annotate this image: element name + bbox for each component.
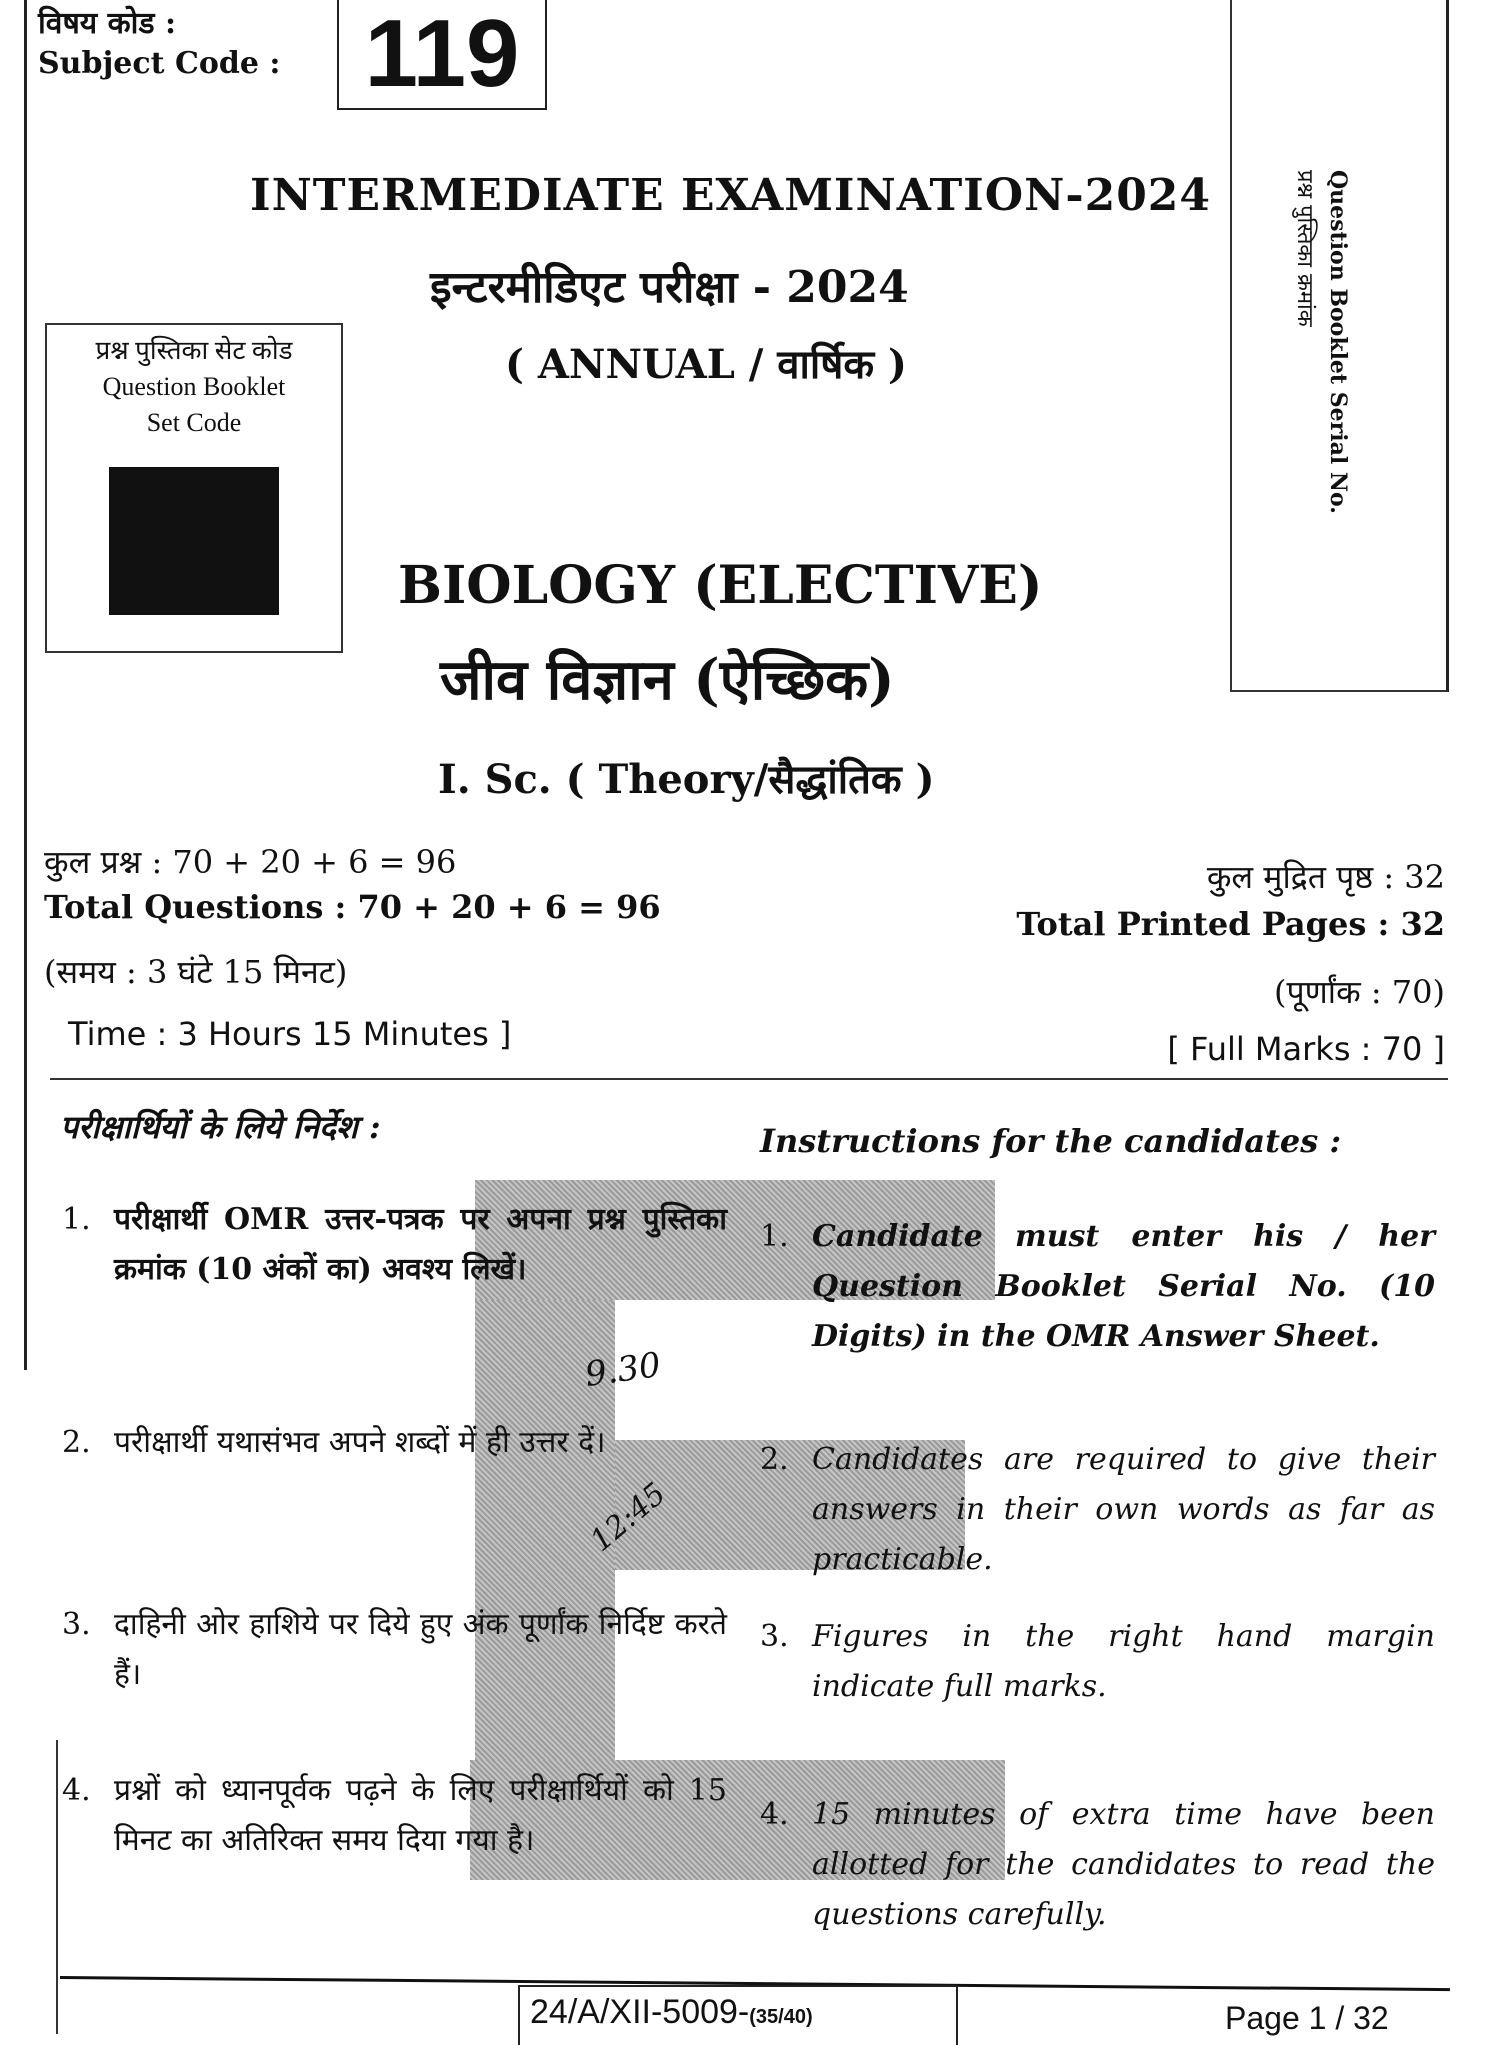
footer-code <box>518 1985 958 2045</box>
exam-title-en: INTERMEDIATE EXAMINATION-2024 <box>250 170 1212 221</box>
full-marks-en: [ Full Marks : 70 ] <box>1167 1030 1445 1068</box>
instruction-en-3 <box>760 1612 1435 1712</box>
total-pages-en: Total Printed Pages : 32 <box>1016 905 1445 943</box>
exam-title-hi: इन्टरमीडिएट परीक्षा - 2024 <box>430 262 909 313</box>
instruction-hi-2 <box>62 1418 727 1468</box>
set-code-box <box>45 323 343 653</box>
instructions-heading-en: Instructions for the candidates : <box>760 1122 1342 1160</box>
instruction-number: 4. <box>62 1773 91 1808</box>
instruction-text: प्रश्नों को ध्यानपूर्वक पढ़ने के लिए परीक्षार्थियों को 15 मिनट का अतिरिक्त समय दिया गया है। <box>114 1773 727 1858</box>
instruction-text: Candidates are required to give their answers in their own words as far as practicable. <box>812 1442 1435 1577</box>
instruction-en-2 <box>760 1435 1435 1585</box>
left-margin-line-lower <box>56 1740 58 2034</box>
exam-type: ( ANNUAL / वार्षिक ) <box>505 341 907 388</box>
subject-title-en: BIOLOGY (ELECTIVE) <box>398 555 1043 616</box>
instruction-en-4 <box>760 1790 1435 1940</box>
set-code-redacted <box>109 467 279 615</box>
instruction-en-1 <box>760 1212 1435 1362</box>
time-hi: (समय : 3 घंटे 15 मिनट) <box>44 953 348 991</box>
full-marks-hi: (पूर्णांक : 70) <box>1274 973 1445 1011</box>
instruction-number: 1. <box>62 1202 91 1237</box>
total-pages-hi: कुल मुद्रित पृष्ठ : 32 <box>1206 858 1445 896</box>
divider <box>50 1078 1448 1080</box>
subject-code-label-en: Subject Code : <box>38 46 281 81</box>
instruction-hi-4 <box>62 1766 727 1866</box>
subject-stream: I. Sc. ( Theory/सैद्धांतिक ) <box>438 756 935 803</box>
instruction-text: परीक्षार्थी OMR उत्तर-पत्रक पर अपना प्रश्न पुस्तिका क्रमांक (10 अंकों का) अवश्य लिखें। <box>114 1202 727 1287</box>
instruction-text: परीक्षार्थी यथासंभव अपने शब्दों में ही उत्तर दें। <box>114 1425 606 1460</box>
instruction-number: 1. <box>760 1219 789 1254</box>
instruction-number: 3. <box>62 1607 91 1642</box>
page-number: Page 1 / 32 <box>1225 2000 1389 2036</box>
footer-code-text: 24/A/XII-5009- <box>530 1993 750 2031</box>
handwritten-note: 9.30 <box>582 1344 664 1396</box>
instruction-text: दाहिनी ओर हाशिये पर दिये हुए अंक पूर्णांक निर्दिष्ट करते हैं। <box>114 1607 727 1692</box>
subject-code-label <box>38 4 280 84</box>
instruction-number: 2. <box>62 1425 91 1460</box>
set-code-label-en-2: Set Code <box>146 408 242 437</box>
subject-code-value: 119 <box>337 0 547 110</box>
time-en: Time : 3 Hours 15 Minutes ] <box>68 1015 512 1053</box>
subject-title-hi: जीव विज्ञान (ऐच्छिक) <box>440 647 895 713</box>
instruction-number: 3. <box>760 1619 789 1654</box>
instruction-text: Candidate must enter his / her Question Booklet Serial No. (10 Digits) in the OMR Answer Sheet. <box>812 1219 1435 1354</box>
serial-label-en: Question Booklet Serial No. <box>1325 170 1351 514</box>
left-margin-line <box>24 0 27 1370</box>
instructions-heading-hi: परीक्षार्थियों के लिये निर्देश : <box>60 1108 381 1146</box>
instruction-text: Figures in the right hand margin indicate full marks. <box>812 1619 1435 1704</box>
serial-label-hi: प्रश्न पुस्तिका क्रमांक <box>1292 170 1317 327</box>
instruction-number: 4. <box>760 1797 789 1832</box>
instruction-hi-3 <box>62 1600 727 1700</box>
total-questions-en: Total Questions : 70 + 20 + 6 = 96 <box>44 888 661 926</box>
set-code-label-en: Question Booklet <box>102 372 286 401</box>
instruction-hi-1 <box>62 1195 727 1295</box>
footer-code-small: (35/40) <box>749 2006 813 2028</box>
instruction-number: 2. <box>760 1442 789 1477</box>
handwritten-note: 12:45 <box>583 1476 673 1559</box>
serial-number-label <box>1235 170 1355 550</box>
instruction-text: 15 minutes of extra time have been allotted for the candidates to read the questions carefully. <box>812 1797 1435 1932</box>
total-questions-hi: कुल प्रश्न : 70 + 20 + 6 = 96 <box>44 843 457 881</box>
set-code-label-hi: प्रश्न पुस्तिका सेट कोड <box>95 336 293 365</box>
subject-code-label-hi: विषय कोड : <box>38 6 177 41</box>
